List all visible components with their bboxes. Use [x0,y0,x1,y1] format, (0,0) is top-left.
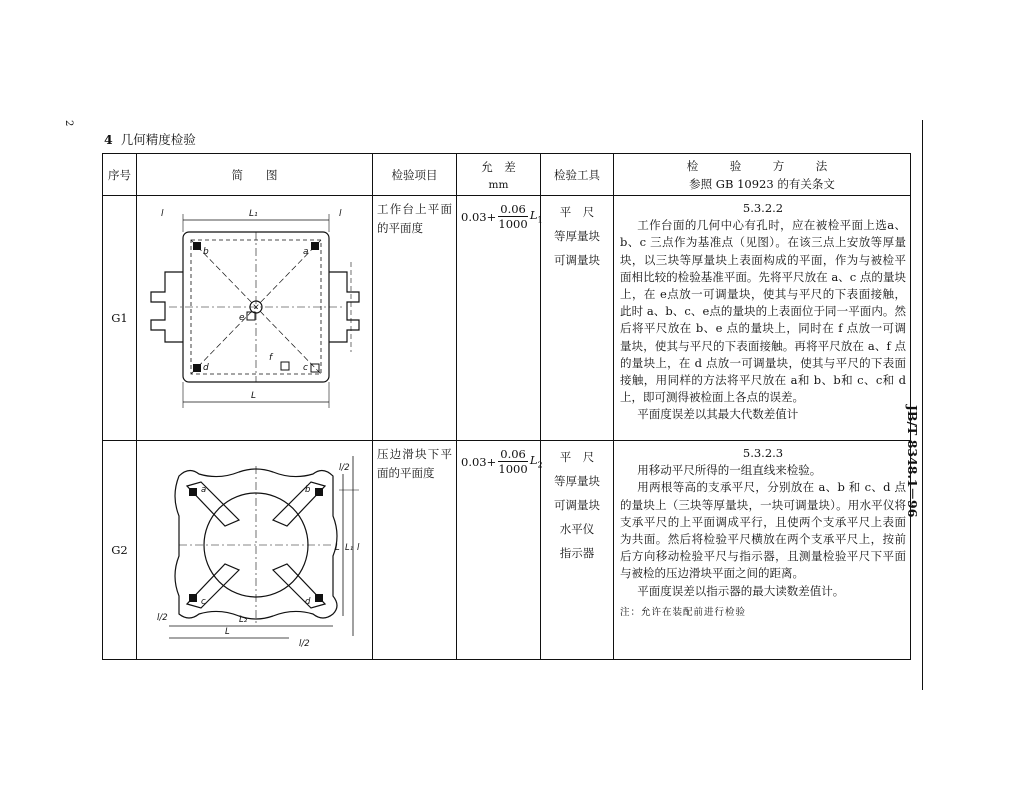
label-L: L [250,390,256,401]
tolerance [457,196,541,441]
tolerance-variable [530,453,543,469]
tolerance-var-sub: 2 [537,460,543,470]
tolerance-fraction [498,447,528,476]
header-tool: 检验工具 [541,154,614,196]
tolerance-numerator: 0.06 [500,447,526,461]
section-title-text: 几何精度检验 [120,132,196,147]
method-note: 注：允许在装配前进行检验 [620,606,747,618]
tool-item: 指示器 [559,546,595,560]
method-paragraph: 平面度误差以其最大代数差值计 [637,407,799,422]
header-sketch: 简 图 [137,154,373,196]
table-row [103,441,911,660]
sketch-g2 [137,441,373,660]
row-seq: G2 [103,441,137,660]
table-row [103,196,911,441]
label-L1: L₁ [344,542,353,553]
label-l-half: l/2 [298,638,310,649]
tolerance-denominator: 1000 [498,217,528,231]
gauge-block-a [189,488,197,496]
tool-item: 可调量块 [554,253,600,267]
label-c: c [200,596,206,607]
row-seq: G1 [103,196,137,441]
inspection-item: 压边滑块下平面的平面度 [373,441,457,660]
label-c: c [302,362,308,373]
inspection-item: 工作台上平面的平面度 [373,196,457,441]
tolerance-base: 0.03+ [461,454,497,469]
label-l-half: l/2 [156,612,168,623]
label-d: d [304,596,310,607]
worktable-diagram [139,202,371,432]
label-l: l [338,208,342,219]
method-section: 5.3.2.3 [742,446,784,460]
label-L: L [224,626,230,637]
method-paragraph: 平面度误差以指示器的最大读数差值计。 [637,583,845,598]
tolerance-formula [461,447,543,476]
tolerance-denominator: 1000 [498,462,528,476]
tolerance-var-sub: 1 [537,215,543,225]
tolerance-fraction [498,202,528,231]
label-L2: L₂ [238,614,247,625]
header-tolerance [457,154,541,196]
method [614,196,911,441]
gauge-block-b [315,488,323,496]
tolerance-formula [461,202,543,231]
gauge-block-f [281,362,289,370]
tolerance-variable [530,208,543,224]
table-header-row [103,154,911,196]
method [614,441,911,660]
gauge-block-a [311,242,319,250]
tool-item: 等厚量块 [554,474,600,488]
gauge-block-d [315,594,323,602]
gauge-block-d [193,364,201,372]
slider-diagram [139,446,371,652]
tolerance-numerator: 0.06 [500,202,526,216]
label-l-half: l/2 [338,462,350,473]
standard-code: JB/T 8348.1－96 [905,405,920,518]
label-d: d [202,362,209,373]
label-L1: L₁ [248,208,258,219]
label-l: l [160,208,164,219]
header-method-title: 检 验 方 法 [686,158,838,173]
label-L: L [334,542,340,553]
tolerance-var-letter: L [529,453,538,468]
label-f: f [268,352,272,363]
tool-item: 平 尺 [559,205,595,219]
header-method-ref: 参照 GB 10923 的有关条文 [689,176,835,191]
tool-item: 水平仪 [559,522,595,536]
tolerance-base: 0.03+ [461,209,497,224]
tools [541,441,614,660]
header-tolerance-unit: mm [488,178,509,191]
gauge-block-b [193,242,201,250]
label-e: e [238,312,245,323]
label-b: b [202,246,209,257]
header-tolerance-label: 允 差 [481,159,516,174]
label-l: l [356,542,359,553]
tolerance [457,441,541,660]
label-a: a [200,484,206,495]
method-section: 5.3.2.2 [742,201,784,215]
left-lug [151,272,183,342]
method-paragraph: 工作台面的几何中心有孔时，应在被检平面上选a、b、c 三点作为基准点（见图）。在该三点上安放等厚量块，以三块等厚量块上表面构成的平面，作为与被检平面相比较的检验基准平面。先将平尺放在 a、c 点的量块上，在 e点放一可调量块，使其与平尺的下表面接触，此时 a、b、c、e点的量块的上表面位于同一平面内。然后将平尺放在 b、e 点的量块上，同时在 f 点放一可调量块，使其与平尺的下表面接触。再将平尺放在 a、f 点的量块上，在 d 点放一可调量块，使其与平尺的下表面接触，用同样的方法将平尺放在 a和 b、b和 c、c和 d 上，即可测得被检面上各点的误差。 [620,218,906,405]
header-item: 检验项目 [373,154,457,196]
header-method [614,154,911,196]
tolerance-var-letter: L [529,208,538,223]
side-rule [922,120,923,690]
page-number: 2 [63,120,74,127]
sketch-g1 [137,196,373,441]
inspection-table [102,153,911,660]
method-paragraph: 用两根等高的支承平尺，分别放在 a、b 和 c、d 点的量块上（三块等厚量块，一块可调量块）。用水平仪将支承平尺的上平面调成平行，且使两个支承平尺上表面为共面。然后将检验平尺横放在两个支承平尺上，按前后方向移动检验平尺与指示器，且测量检验平尺下平面与被检的压边滑块平面之间的距离。 [620,480,906,581]
header-seq: 序号 [103,154,137,196]
label-a: a [302,246,309,257]
tool-item: 平 尺 [559,450,595,464]
section-number: 4 [104,132,113,147]
section-title [104,130,196,148]
method-paragraph: 用移动平尺所得的一组直线来检验。 [637,463,822,478]
tool-item: 可调量块 [554,498,600,512]
tools [541,196,614,441]
label-b: b [304,484,310,495]
tool-item: 等厚量块 [554,229,600,243]
gauge-block-c [189,594,197,602]
